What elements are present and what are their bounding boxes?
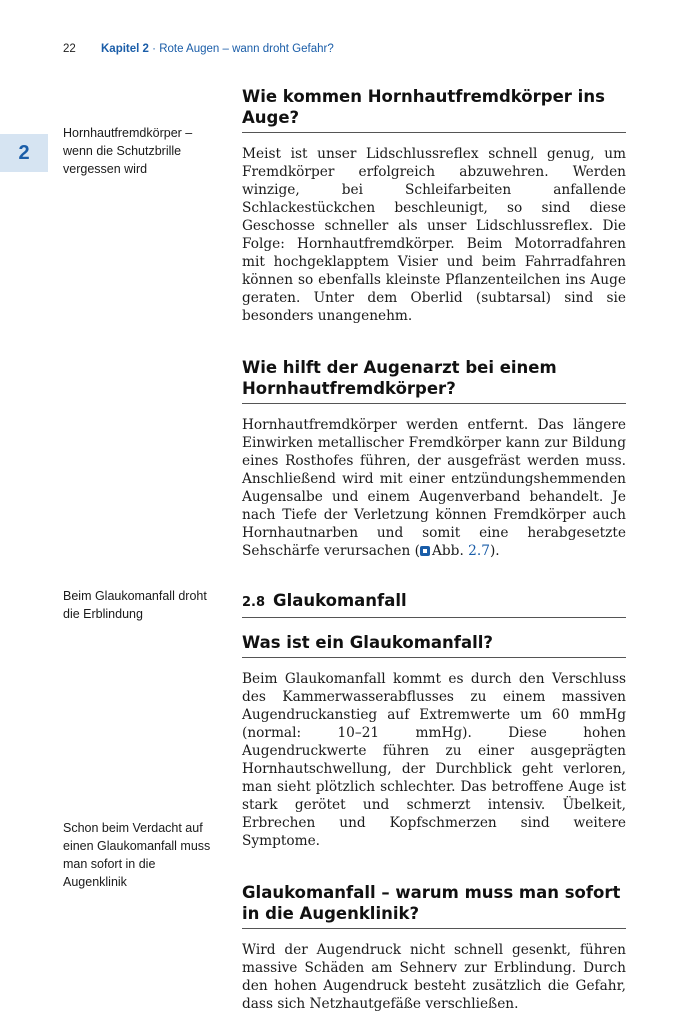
margin-note-foreign-body: Hornhautfremdkörper – wenn die Schutzbrille vergessen wird	[63, 126, 193, 176]
section-heading-glaucoma	[242, 590, 626, 618]
chapter-tab: 2	[0, 134, 48, 172]
heading-ophthalmologist-help: Wie hilft der Augenarzt bei einem Hornhautfremdkörper?	[242, 357, 626, 404]
chapter-title: Rote Augen – wann droht Gefahr?	[159, 43, 334, 55]
heading-glaucoma-urgency: Glaukomanfall – warum muss man sofort in die Augenklinik?	[242, 882, 626, 929]
paragraph-foreign-body-origin: Meist ist unser Lidschlussreflex schnell genug, um Fremdkörper erfolgreich abzuwehren. Werden winzige, bei Schleifarbeiten anfallende Schlackestückchen beschleunigt, so sind diese Geschosse schneller als unser Lidschlussreflex. Die Folge: Hornhautfremdkörper. Beim Motorradfahren mit hochgeklapptem Visier und beim Fahrradfahren können so ebenfalls kleinste Pflanzenteilchen ins Auge geraten. Unter dem Oberlid (subtarsal) sind sie besonders unangenehm.	[242, 146, 626, 324]
main-content	[242, 86, 626, 1013]
margin-note-blindness: Beim Glaukomanfall droht die Erblindung	[63, 589, 207, 621]
figure-reference-icon	[420, 546, 430, 556]
running-header	[63, 43, 334, 55]
paragraph-what-is-glaucoma-attack: Beim Glaukomanfall kommt es durch den Verschluss des Kammerwasserabflusses zu einem massiven Augendruckanstieg auf Extremwerte um 60 mmHg (normal: 10–21 mmHg). Diese hohen Augendruckwerte führen zu einer ausgeprägten Hornhautschwellung, der Durchblick geht verloren, man sieht plötzlich schlechter. Das betroffene Auge ist stark gerötet und schmerzt intensiv. Übelkeit, Erbrechen und Kopfschmerzen sind weitere Symptome.	[242, 671, 626, 849]
paragraph-ophthalmologist-help-text: Hornhautfremdkörper werden entfernt. Das längere Einwirken metallischer Fremdkörper kann zur Bildung eines Rosthofes führen, der ausgefräst werden muss. Anschließend wird mit einer entzündungshemmenden Augensalbe und einem Augenverband behandelt. Je nach Tiefe der Verletzung können Fremdkörper auch Hornhautnarben und somit eine herabgesetzte Sehschärfe verursachen (	[242, 417, 626, 559]
section-title: Glaukomanfall	[273, 591, 407, 610]
section-number: 2.8	[242, 595, 266, 610]
paragraph-ophthalmologist-help	[242, 416, 626, 560]
figure-reference-link[interactable]: 2.7	[468, 543, 490, 559]
paragraph-ophthalmologist-help-end: ).	[489, 543, 500, 559]
margin-note-eye-clinic: Schon beim Verdacht auf einen Glaukomanfall muss man sofort in die Augenklinik	[63, 821, 211, 889]
chapter-label: Kapitel 2	[101, 43, 149, 55]
heading-foreign-body-origin: Wie kommen Hornhautfremdkörper ins Auge?	[242, 86, 626, 133]
header-separator: ·	[152, 43, 156, 55]
heading-what-is-glaucoma-attack: Was ist ein Glaukomanfall?	[242, 632, 626, 658]
page-number: 22	[63, 43, 76, 55]
figure-reference-prefix: Abb.	[432, 543, 469, 559]
paragraph-glaucoma-urgency: Wird der Augendruck nicht schnell gesenkt, führen massive Schäden am Sehnerv zur Erblindung. Durch den hohen Augendruck besteht zusätzlich die Gefahr, dass sich Netzhautgefäße verschließen.	[242, 942, 626, 1012]
